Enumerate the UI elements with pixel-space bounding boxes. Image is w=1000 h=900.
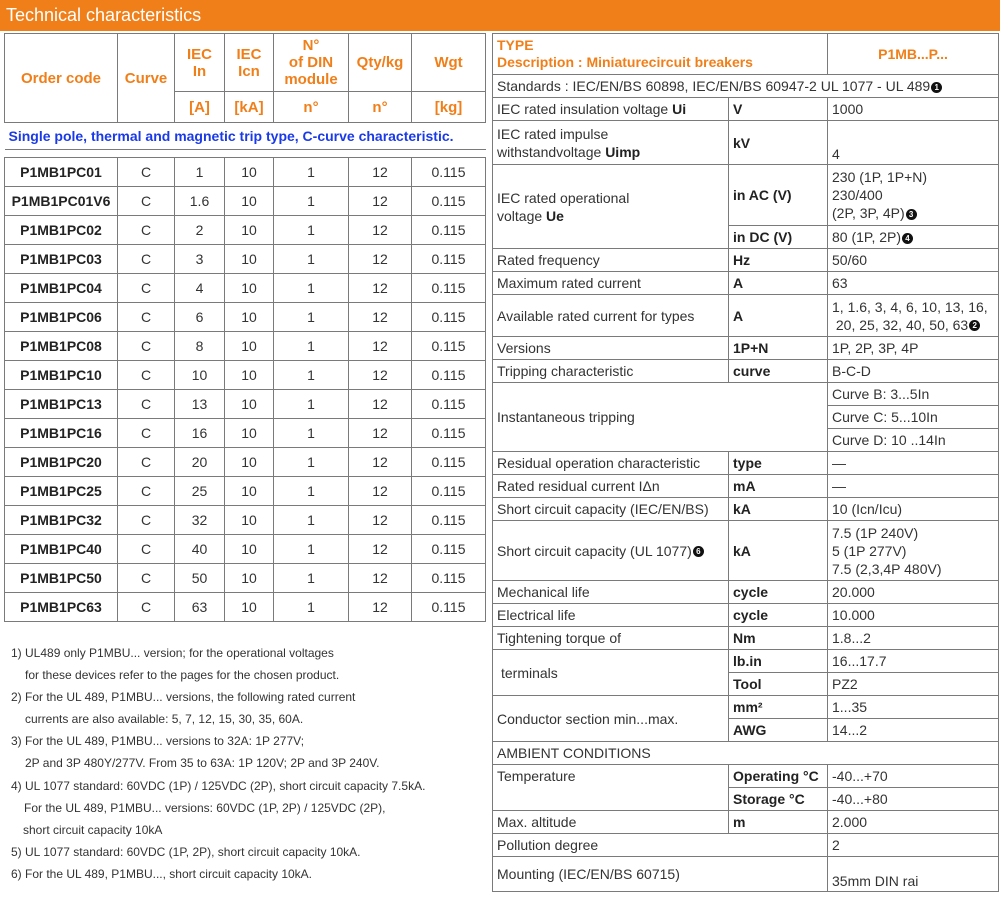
note-marker-icon: 4 (902, 233, 913, 244)
in-cell: 4 (175, 274, 225, 303)
wgt-cell: 0.115 (412, 361, 486, 390)
qty-cell: 12 (349, 477, 412, 506)
wgt-cell: 0.115 (412, 564, 486, 593)
curve-cell: C (118, 390, 175, 419)
table-row (5, 477, 486, 506)
qty-cell: 12 (349, 332, 412, 361)
in-cell: 50 (175, 564, 225, 593)
versions-value: 1P, 2P, 3P, 4P (828, 337, 999, 360)
icn-cell: 10 (225, 332, 274, 361)
icn-cell: 10 (225, 390, 274, 419)
mech-unit: cycle (729, 581, 828, 604)
icn-cell: 10 (225, 419, 274, 448)
terminals-value-1: 16...17.7 (828, 650, 999, 673)
icn-cell: 10 (225, 535, 274, 564)
section-note: Single pole, thermal and magnetic trip type, C-curve characteristic. (5, 123, 486, 150)
altitude-value: 2.000 (828, 811, 999, 834)
table-header-row (5, 34, 486, 92)
residual-current-unit: mA (729, 475, 828, 498)
curve-cell: C (118, 593, 175, 622)
note-marker-icon: 6 (693, 546, 704, 557)
wgt-cell: 0.115 (412, 593, 486, 622)
curve-cell: C (118, 564, 175, 593)
storage-unit: Storage °C (729, 788, 828, 811)
footnote-line: for these devices refer to the pages for the chosen product. (25, 668, 340, 683)
in-cell: 13 (175, 390, 225, 419)
din-cell: 1 (274, 245, 349, 274)
max-current-label: Maximum rated current (493, 272, 729, 295)
in-cell: 3 (175, 245, 225, 274)
col-wgt: Wgt (412, 34, 486, 92)
instant-b: Curve B: 3...5In (828, 383, 999, 406)
din-cell: 1 (274, 419, 349, 448)
col-iec-icn: IEC Icn (225, 34, 274, 92)
pollution-value: 2 (828, 834, 999, 857)
footnote-line: 4) UL 1077 standard: 60VDC (1P) / 125VDC (2P), short circuit capacity 7.5kA. (11, 778, 426, 793)
footnote-line: 6) For the UL 489, P1MBU..., short circuit capacity 10kA. (11, 866, 313, 881)
table-row (5, 245, 486, 274)
qty-cell: 12 (349, 448, 412, 477)
frequency-unit: Hz (729, 249, 828, 272)
din-cell: 1 (274, 187, 349, 216)
wgt-cell: 0.115 (412, 535, 486, 564)
tripping-label: Tripping characteristic (493, 360, 729, 383)
qty-cell: 12 (349, 187, 412, 216)
terminals-unit-1: lb.in (729, 650, 828, 673)
qty-cell: 12 (349, 593, 412, 622)
sc-iec-label: Short circuit capacity (IEC/EN/BS) (493, 498, 729, 521)
col-din-module: N° of DIN module (274, 34, 349, 92)
avail-label: Available rated current for types (493, 295, 729, 337)
order-code-cell: P1MB1PC50 (5, 564, 118, 593)
in-cell: 63 (175, 593, 225, 622)
description-label: Description : Miniaturecircuit breakers (497, 54, 753, 70)
table-row (5, 448, 486, 477)
order-code-cell: P1MB1PC03 (5, 245, 118, 274)
col-curve: Curve (118, 34, 175, 123)
din-cell: 1 (274, 158, 349, 187)
impulse-label: IEC rated impulse withstandvoltage Uimp (493, 121, 729, 165)
wgt-cell: 0.115 (412, 448, 486, 477)
table-row (5, 535, 486, 564)
temperature-label: Temperature (493, 765, 729, 811)
footnotes (11, 642, 491, 885)
order-code-cell: P1MB1PC10 (5, 361, 118, 390)
curve-cell: C (118, 332, 175, 361)
in-cell: 32 (175, 506, 225, 535)
max-current-value: 63 (828, 272, 999, 295)
qty-cell: 12 (349, 361, 412, 390)
residual-char-unit: type (729, 452, 828, 475)
order-code-table (4, 33, 486, 622)
residual-current-label: Rated residual current IΔn (493, 475, 729, 498)
wgt-cell: 0.115 (412, 506, 486, 535)
curve-cell: C (118, 158, 175, 187)
conductor-value-2: 14...2 (828, 719, 999, 742)
insulation-unit: V (729, 98, 828, 121)
table-row (5, 390, 486, 419)
in-cell: 25 (175, 477, 225, 506)
order-code-cell: P1MB1PC32 (5, 506, 118, 535)
order-code-cell: P1MB1PC04 (5, 274, 118, 303)
din-cell: 1 (274, 303, 349, 332)
curve-cell: C (118, 245, 175, 274)
wgt-cell: 0.115 (412, 274, 486, 303)
table-row (5, 419, 486, 448)
curve-cell: C (118, 216, 175, 245)
in-cell: 16 (175, 419, 225, 448)
mech-label: Mechanical life (493, 581, 729, 604)
order-code-cell: P1MB1PC02 (5, 216, 118, 245)
elec-value: 10.000 (828, 604, 999, 627)
sc-ul-label: Short circuit capacity (UL 1077) 6 (493, 521, 729, 581)
conductor-unit-1: mm² (729, 696, 828, 719)
insulation-value: 1000 (828, 98, 999, 121)
din-cell: 1 (274, 535, 349, 564)
wgt-cell: 0.115 (412, 477, 486, 506)
order-code-cell: P1MB1PC40 (5, 535, 118, 564)
in-cell: 6 (175, 303, 225, 332)
table-row (5, 216, 486, 245)
din-cell: 1 (274, 506, 349, 535)
residual-char-value: — (828, 452, 999, 475)
terminals-unit-2: Tool (729, 673, 828, 696)
din-cell: 1 (274, 477, 349, 506)
storage-value: -40...+80 (828, 788, 999, 811)
footnote-line: short circuit capacity 10kA (23, 822, 163, 837)
qty-cell: 12 (349, 535, 412, 564)
icn-cell: 10 (225, 158, 274, 187)
curve-cell: C (118, 506, 175, 535)
sc-iec-value: 10 (Icn/Icu) (828, 498, 999, 521)
footnote-line: 2P and 3P 480Y/277V. From 35 to 63A: 1P 120V; 2P and 3P 240V. (25, 756, 380, 771)
ac-value: 230 (1P, 1P+N) 230/400 (2P, 3P, 4P) 3 (828, 165, 999, 226)
altitude-unit: m (729, 811, 828, 834)
type-label: TYPE (497, 37, 534, 53)
din-cell: 1 (274, 274, 349, 303)
operating-value: -40...+70 (828, 765, 999, 788)
table-row (5, 361, 486, 390)
footnote-line: currents are also available: 5, 7, 12, 15, 30, 35, 60A. (25, 712, 304, 727)
unit-din: n° (274, 92, 349, 123)
qty-cell: 12 (349, 245, 412, 274)
din-cell: 1 (274, 564, 349, 593)
curve-cell: C (118, 187, 175, 216)
curve-cell: C (118, 303, 175, 332)
table-row (5, 332, 486, 361)
order-code-cell: P1MB1PC01V6 (5, 187, 118, 216)
order-code-cell: P1MB1PC25 (5, 477, 118, 506)
icn-cell: 10 (225, 593, 274, 622)
order-code-cell: P1MB1PC13 (5, 390, 118, 419)
icn-cell: 10 (225, 361, 274, 390)
qty-cell: 12 (349, 216, 412, 245)
elec-label: Electrical life (493, 604, 729, 627)
in-cell: 1 (175, 158, 225, 187)
col-order-code: Order code (5, 34, 118, 123)
frequency-value: 50/60 (828, 249, 999, 272)
order-code-cell: P1MB1PC20 (5, 448, 118, 477)
dc-unit: in DC (V) (729, 226, 828, 249)
instant-c: Curve C: 5...10In (828, 406, 999, 429)
mounting-value: 35mm DIN rai (828, 857, 999, 892)
col-iec-in: IEC In (175, 34, 225, 92)
avail-value: 1, 1.6, 3, 4, 6, 10, 13, 16, 20, 25, 32, 40, 50, 63 2 (828, 295, 999, 337)
operational-label: IEC rated operational voltage Ue (493, 165, 729, 249)
dc-value: 80 (1P, 2P) 4 (828, 226, 999, 249)
avail-unit: A (729, 295, 828, 337)
altitude-label: Max. altitude (493, 811, 729, 834)
impulse-unit: kV (729, 121, 828, 165)
order-code-cell: P1MB1PC01 (5, 158, 118, 187)
din-cell: 1 (274, 448, 349, 477)
wgt-cell: 0.115 (412, 332, 486, 361)
icn-cell: 10 (225, 477, 274, 506)
torque-unit: Nm (729, 627, 828, 650)
order-code-cell: P1MB1PC08 (5, 332, 118, 361)
residual-current-value: — (828, 475, 999, 498)
in-cell: 20 (175, 448, 225, 477)
ac-unit: in AC (V) (729, 165, 828, 226)
page-title: Technical characteristics (0, 0, 1000, 31)
frequency-label: Rated frequency (493, 249, 729, 272)
note-marker-icon: 3 (906, 209, 917, 220)
in-cell: 2 (175, 216, 225, 245)
table-row (5, 187, 486, 216)
qty-cell: 12 (349, 303, 412, 332)
table-row (5, 303, 486, 332)
elec-unit: cycle (729, 604, 828, 627)
qty-cell: 12 (349, 564, 412, 593)
torque-label: Tightening torque of (493, 627, 729, 650)
icn-cell: 10 (225, 303, 274, 332)
conductor-label: Conductor section min...max. (493, 696, 729, 742)
terminals-label: terminals (493, 650, 729, 696)
footnote-line: For the UL 489, P1MBU... versions: 60VDC (1P, 2P) / 125VDC (2P), (24, 800, 386, 815)
unit-icn: [kA] (225, 92, 274, 123)
instant-label: Instantaneous tripping (493, 383, 828, 452)
order-code-cell: P1MB1PC16 (5, 419, 118, 448)
qty-cell: 12 (349, 390, 412, 419)
note-marker-icon: 1 (931, 82, 942, 93)
note-marker-icon: 2 (969, 320, 980, 331)
wgt-cell: 0.115 (412, 390, 486, 419)
sc-ul-unit: kA (729, 521, 828, 581)
pollution-label: Pollution degree (493, 834, 828, 857)
icn-cell: 10 (225, 274, 274, 303)
versions-label: Versions (493, 337, 729, 360)
din-cell: 1 (274, 593, 349, 622)
in-cell: 10 (175, 361, 225, 390)
qty-cell: 12 (349, 274, 412, 303)
table-row (5, 564, 486, 593)
col-qty: Qty/kg (349, 34, 412, 92)
max-current-unit: A (729, 272, 828, 295)
curve-cell: C (118, 274, 175, 303)
qty-cell: 12 (349, 419, 412, 448)
footnote-line: 2) For the UL 489, P1MBU... versions, the following rated current (11, 690, 356, 705)
mech-value: 20.000 (828, 581, 999, 604)
curve-cell: C (118, 361, 175, 390)
model-label: P1MB...P... (828, 34, 999, 75)
unit-in: [A] (175, 92, 225, 123)
unit-qty: n° (349, 92, 412, 123)
wgt-cell: 0.115 (412, 303, 486, 332)
conductor-value-1: 1...35 (828, 696, 999, 719)
tripping-value: B-C-D (828, 360, 999, 383)
wgt-cell: 0.115 (412, 216, 486, 245)
in-cell: 1.6 (175, 187, 225, 216)
torque-value: 1.8...2 (828, 627, 999, 650)
instant-d: Curve D: 10 ..14In (828, 429, 999, 452)
din-cell: 1 (274, 390, 349, 419)
in-cell: 40 (175, 535, 225, 564)
footnote-line: 3) For the UL 489, P1MBU... versions to 32A: 1P 277V; (11, 734, 305, 749)
table-row (5, 158, 486, 187)
wgt-cell: 0.115 (412, 419, 486, 448)
type-description (493, 34, 828, 75)
mounting-label: Mounting (IEC/EN/BS 60715) (493, 857, 828, 892)
table-row (5, 593, 486, 622)
table-row (5, 506, 486, 535)
in-cell: 8 (175, 332, 225, 361)
table-row (5, 274, 486, 303)
icn-cell: 10 (225, 448, 274, 477)
ambient-label: AMBIENT CONDITIONS (493, 742, 999, 765)
din-cell: 1 (274, 332, 349, 361)
standards-row: Standards : IEC/EN/BS 60898, IEC/EN/BS 60947-2 UL 1077 - UL 489 1 (493, 75, 999, 98)
terminals-value-2: PZ2 (828, 673, 999, 696)
operating-unit: Operating °C (729, 765, 828, 788)
icn-cell: 10 (225, 187, 274, 216)
curve-cell: C (118, 477, 175, 506)
qty-cell: 12 (349, 158, 412, 187)
din-cell: 1 (274, 361, 349, 390)
curve-cell: C (118, 419, 175, 448)
qty-cell: 12 (349, 506, 412, 535)
wgt-cell: 0.115 (412, 245, 486, 274)
order-code-cell: P1MB1PC63 (5, 593, 118, 622)
unit-wgt: [kg] (412, 92, 486, 123)
order-code-rows (5, 158, 486, 622)
impulse-value: 4 (828, 121, 999, 165)
icn-cell: 10 (225, 506, 274, 535)
icn-cell: 10 (225, 564, 274, 593)
din-cell: 1 (274, 216, 349, 245)
wgt-cell: 0.115 (412, 187, 486, 216)
icn-cell: 10 (225, 245, 274, 274)
versions-unit: 1P+N (729, 337, 828, 360)
characteristics-table (492, 33, 999, 892)
section-gap (5, 150, 486, 158)
sc-iec-unit: kA (729, 498, 828, 521)
order-code-cell: P1MB1PC06 (5, 303, 118, 332)
wgt-cell: 0.115 (412, 158, 486, 187)
tripping-unit: curve (729, 360, 828, 383)
sc-ul-value: 7.5 (1P 240V) 5 (1P 277V) 7.5 (2,3,4P 480V) (828, 521, 999, 581)
footnote-line: 5) UL 1077 standard: 60VDC (1P, 2P), short circuit capacity 10kA. (11, 844, 361, 859)
footnote-line: 1) UL489 only P1MBU... version; for the operational voltages (11, 646, 334, 660)
curve-cell: C (118, 448, 175, 477)
residual-char-label: Residual operation characteristic (493, 452, 729, 475)
curve-cell: C (118, 535, 175, 564)
insulation-label: IEC rated insulation voltage Ui (493, 98, 729, 121)
conductor-unit-2: AWG (729, 719, 828, 742)
icn-cell: 10 (225, 216, 274, 245)
